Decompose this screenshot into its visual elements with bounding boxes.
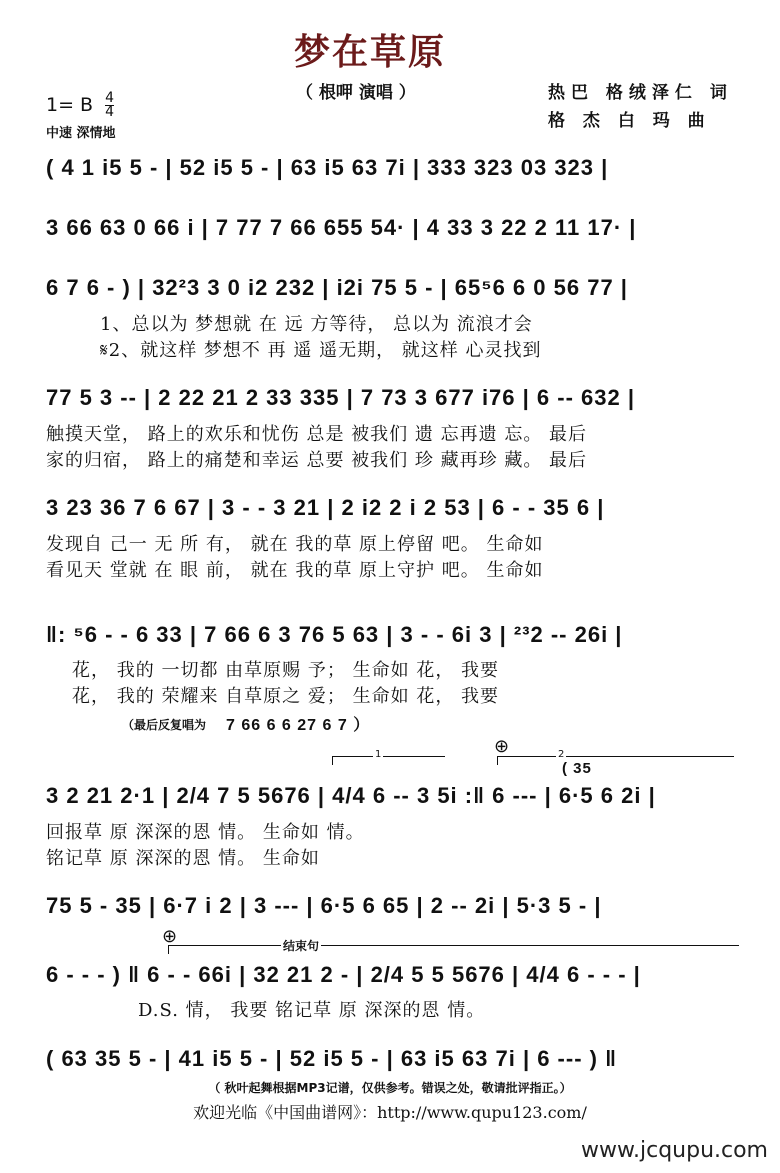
score-line-7: 3 2 21 2·1 | 2/4 7 5 5676 | 4/4 6 -- 3 5i :‖ 6 --- | 6·5 6 2i | xyxy=(46,783,656,808)
lyric-verse-1: 回报草 原 深深的恩 情。 生命如 情。 xyxy=(46,822,365,843)
lyric-verse-1: 发现自 己一 无 所 有， 就在 我的草 原上停留 吧。 生命如 xyxy=(46,534,544,555)
lyric-verse-2: 𝄋2、就这样 梦想不 再 遥 遥无期， 就这样 心灵找到 xyxy=(100,340,542,361)
score-line-4: 77 5 3 -- | 2 22 21 2 33 335 | 7 73 3 677 i76 | 6 -- 632 | xyxy=(46,385,635,410)
composer-credit: 格 杰 白 玛 曲 xyxy=(548,111,711,131)
score-line-6: ‖: ⁵6 - - 6 33 | 7 66 6 3 76 5 63 | 3 - - 6i 3 | ²³2 -- 26i | xyxy=(46,622,623,647)
lyricist-credit: 热巴 格绒泽仁 词 xyxy=(548,83,733,103)
score-line-8: 75 5 - 35 | 6·7 i 2 | 3 --- | 6·5 6 65 | 2 -- 2i | 5·3 5 - | xyxy=(46,893,602,918)
tempo-marking: 中速 深情地 xyxy=(46,126,116,141)
volta-1-bracket xyxy=(332,749,445,765)
lyric-verse-2: 看见天 堂就 在 眼 前， 就在 我的草 原上守护 吧。 生命如 xyxy=(46,560,544,581)
volta-2-label: 2 xyxy=(558,749,565,760)
watermark: www.jcqupu.com xyxy=(581,1138,768,1163)
song-title: 梦在草原 xyxy=(293,32,446,73)
volta-1-label: 1 xyxy=(375,749,382,760)
score-line-9: 6 - - - ) ‖ 6 - - 66i | 32 21 2 - | 2/4 5 5 5676 | 4/4 6 - - - | xyxy=(46,962,641,987)
score-line-1: ( 4 1 i5 5 - | 52 i5 5 - | 63 i5 63 7i | 333 323 03 323 | xyxy=(46,155,609,180)
lyric-verse-2: 家的归宿， 路上的痛楚和幸运 总要 被我们 珍 藏再珍 藏。 最后 xyxy=(46,450,588,471)
key-label: 1= B xyxy=(46,94,94,116)
coda-sign-icon: ⊕ xyxy=(162,926,178,947)
score-line-2: 3 66 63 0 66 i | 7 77 7 66 655 54· | 4 33 3 22 2 11 17· | xyxy=(46,215,637,240)
time-signature-top: 4 xyxy=(105,90,115,106)
lyric-verse-2: 花， 我的 荣耀来 自草原之 爱； 生命如 花， 我要 xyxy=(72,686,500,707)
score-line-5: 3 23 36 7 6 67 | 3 - - 3 21 | 2 i2 2 i 2 53 | 6 - - 35 6 | xyxy=(46,495,605,520)
score-line-10: ( 63 35 5 - | 41 i5 5 - | 52 i5 5 - | 63 i5 63 7i | 6 --- ) ‖ xyxy=(46,1046,618,1071)
lyric-verse-1: 1、总以为 梦想就 在 远 方等待， 总以为 流浪才会 xyxy=(100,314,533,335)
lyric-verse-1: 触摸天堂， 路上的欢乐和忧伤 总是 被我们 遗 忘再遗 忘。 最后 xyxy=(46,424,588,445)
time-signature xyxy=(105,92,114,119)
time-signature-bottom: 4 xyxy=(105,104,115,120)
lyric-verse-1: 花， 我的 一切都 由草原赐 予； 生命如 花， 我要 xyxy=(72,660,500,681)
volta-2-bracket xyxy=(497,749,734,765)
ending-label: 结束句 xyxy=(283,939,320,953)
lyric-line: D.S. 情， 我要 铭记草 原 深深的恩 情。 xyxy=(138,1000,486,1021)
alternate-ending-label: （最后反复唱为 xyxy=(122,718,207,732)
site-welcome-line: 欢迎光临《中国曲谱网》：http://www.qupu123.com/ xyxy=(193,1103,587,1122)
transcription-note: （ 秋叶起舞根据MP3记谱，仅供参考。错误之处，敬请批评指正。） xyxy=(208,1081,572,1095)
key-signature xyxy=(46,92,114,119)
coda-sign-icon: ⊕ xyxy=(494,736,510,757)
intro-paren-notes: ( 35 xyxy=(562,760,592,777)
singer-credit: （ 根呷 演唱 ） xyxy=(296,83,416,103)
score-line-3: 6 7 6 - ) | 32²3 3 0 i2 232 | i2i 75 5 - | 65⁵6 6 0 56 77 | xyxy=(46,275,628,300)
alternate-ending-notes: 7 66 6 6 27 6 7 ） xyxy=(226,717,371,734)
ending-bracket xyxy=(168,939,739,954)
lyric-verse-2: 铭记草 原 深深的恩 情。 生命如 xyxy=(46,848,320,869)
